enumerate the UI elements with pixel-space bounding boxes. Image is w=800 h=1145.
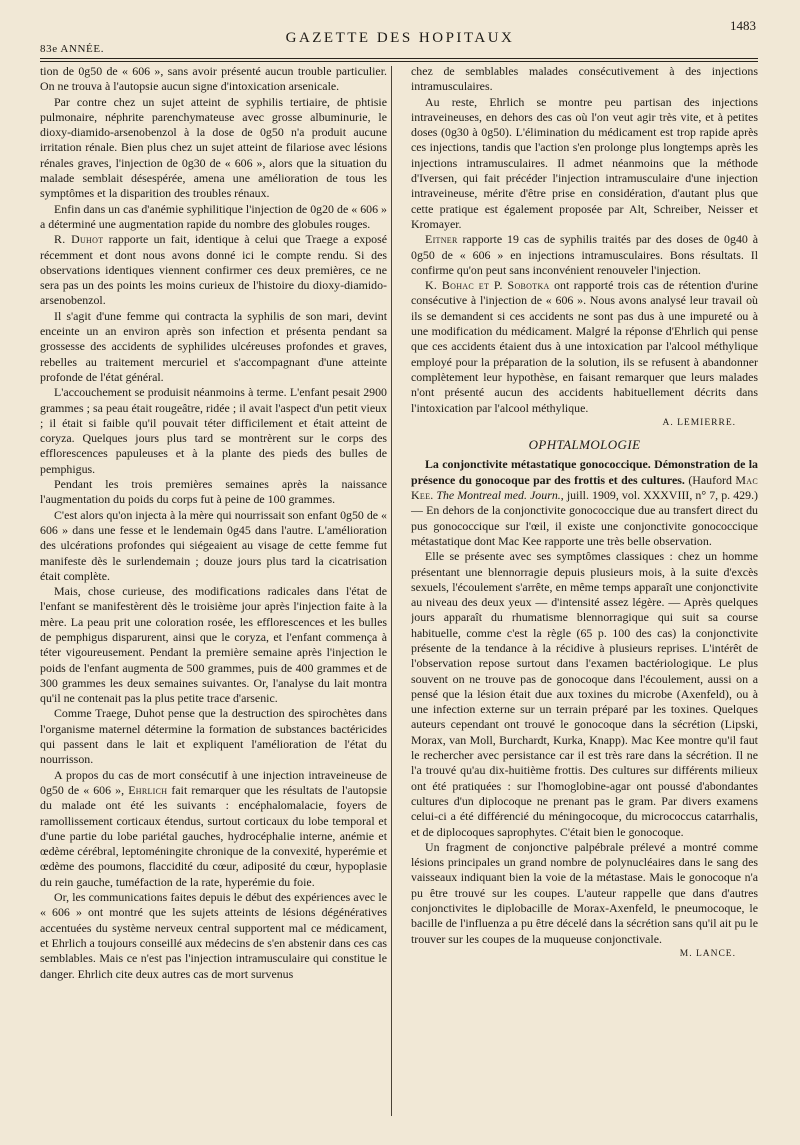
page-header xyxy=(0,0,800,62)
paragraph: tion de 0g50 de « 606 », sans avoir présenté aucun trouble particulier. On ne trouva à l'autopsie aucun signe d'intoxication arsenicale. xyxy=(40,64,387,94)
paragraph xyxy=(40,768,387,890)
author-name: K. Bohac et P. Sobotka xyxy=(425,278,550,293)
author-name: Eitner xyxy=(425,232,458,247)
signature: M. LANCE. xyxy=(679,948,736,959)
paragraph: Elle se présente avec ses symptômes classiques : chez un homme présentant une blennorragie depuis plusieurs mois, à la suite d'excès sexuels, l'écoulement s'arrête, en même temps apparaît une conjonctivite au niveau des deux yeux — d'intensité assez légère. — Après quelques jours apparaît du rhumatisme blennorragique qui suit sa course habituelle, comme c'est la règle (65 p. 100 des cas) la conjonctivite présente de la tendance à la récidive à plusieurs reprises. L'intérêt de l'observation repose surtout dans l'examen bactériologique. Le plus souvent on ne trouve pas de gonocoque dans l'écoulement, aussi on a pensé que la lésion était due aux toxines du microbe (Axenfeld), ou à une infection externe sur un terrain préparé par les toxines. Quelques auteurs cependant ont trouvé le gonocoque dans la sécrétion (Lipski, Morax, van Moll, Burchardt, Kurka, Knapp). Mac Kee montre qu'il faut le rechercher avec persistance car il est très rare dans la sécrétion. Il ne l'a trouvé qu'au dix-huitième frottis. Des cultures sur différents milieux ont été pratiquées : sur l'homoglobine-agar ont poussé d'abondantes cultures d'un diplocoque ne prenant pas le gram. Par divers examens celui-ci a été différencié du méningocoque, du micrococcus catarrhalis, et de diplocoques saprophytes. C'était bien le gonocoque. xyxy=(411,549,758,839)
header-rule-thin xyxy=(40,61,758,62)
paragraph-text: , juill. 1909, vol. XXXVIII, n° 7, p. 429.) — En dehors de la conjonctivite gonococcique due au transfert direct du pus gonococcique sur l'œil, il existe une conjonctivite gonococcique métastatique dont Mac Kee rapporte une très belle observation. xyxy=(411,488,758,548)
paragraph: Enfin dans un cas d'anémie syphilitique l'injection de 0g20 de « 606 » a déterminé une augmentation rapide du nombre des globules rouges. xyxy=(40,201,387,231)
paragraph-text: A propos du cas de mort consécutif à une injection intraveineuse de 0g50 de « 606 », xyxy=(40,767,387,797)
journal-title: GAZETTE DES HOPITAUX xyxy=(285,30,515,46)
author-name: Ehrlich xyxy=(128,782,168,797)
author-name: Mac Kee xyxy=(411,472,758,503)
left-column xyxy=(40,64,387,1124)
paragraph-text: rapporte un fait, identique à celui que Traege a exposé récemment et dont nous avons donné ici le compte rendu. Si des observations identiques viennent confirmer ces deux premières, ce ne sera pas un des points les moins curieux de l'histoire du dioxy-diamido-arsenobenzol. xyxy=(40,232,387,308)
year-label: 83e ANNÉE. xyxy=(40,43,105,55)
paragraph: Or, les communications faites depuis le début des expériences avec le « 606 » ont montré que les sujets atteints de lésions dégénératives accentuées du système nerveux central supportent mal ce médicament, et Ehrlich a toujours conseillé aux médecins de s'en abstenir dans ces cas semblables. Mais ce n'est pas l'injection intramusculaire qui constitue le danger. Ehrlich cite deux autres cas de mort survenus xyxy=(40,890,387,981)
paragraph-text: fait remarquer que les résultats de l'autopsie du malade ont été les suivants : encéphalomalacie, foyers de ramollissement corticaux étendus, surtout corticaux du lobe temporal et d'une partie du lobe pariétal gauches, hydrocéphalie interne, anémie et œdème cérébral, leptoméningite chronique de la convexité, hyperémie et œdème des poumons, flaccidité du cœur, adiposité du cœur, hypoplasie du rein gauche, tuméfaction de la rate, hyperémie du foie. xyxy=(40,782,387,889)
paragraph-text: ont rapporté trois cas de rétention d'urine consécutive à l'injection de « 606 ». Nous avons analysé leur travail où ils se demandent si ces accidents ne sont pas dus à une impureté ou à une modification du médicament. Malgré la réponse d'Ehrlich qui pense que ces accidents étaient dus à une intoxication par l'alcool méthylique employé pour la préparation de la solution, ils se refusent à abandonner complètement leur hypothèse, en faisant remarquer que leurs malades n'ont présenté aucun des accidents habituellement décrits dans l'intoxication par l'alcool méthylique. xyxy=(411,278,758,415)
reference-text: (Hauford xyxy=(684,472,736,487)
paragraph-text: rapporte 19 cas de syphilis traités par des doses de 0g40 à 0g50 de « 606 » en injections intramusculaires. Bons résultats. Il confirme qu'on peut sans inconvénient renouveler l'injection. xyxy=(411,232,758,277)
paragraph xyxy=(40,232,387,308)
paragraph: Par contre chez un sujet atteint de syphilis tertiaire, de phtisie pulmonaire, néphrite parenchymateuse avec grosse albuminurie, le dioxy-diamido-arsenobenzol à la dose de 0g50 n'a produit aucune irritation rénale. Bien plus chez un sujet atteint de filariose avec lésions rénales graves, l'injection de 0g30 de « 606 », alors que la situation du malade semblait désespérée, amena une amélioration de tous les symptômes et la disparition des troubles rénaux. xyxy=(40,94,387,201)
paragraph: Au reste, Ehrlich se montre peu partisan des injections intraveineuses, en dehors des cas où l'on veut agir très vite, et à petites doses (0g30 à 0g50). L'élimination du médicament est trop rapide après ces injections, tandis que l'action s'en prolonge plus longtemps après les injections intramusculaires. Il admet néanmoins que la méthode d'Iversen, qui fait précéder l'injection intramusculaire d'une injection intraveineuse, mérite d'être prise en considération, d'autant plus que cette pratique est également proposée par Alt, Schreiber, Neisser et Kromayer. xyxy=(411,94,758,231)
paragraph: Il s'agit d'une femme qui contracta la syphilis de son mari, devint enceinte un an environ après son infection et présenta pendant sa grossesse des accidents de syphilides ulcéreuses profondes et graves, rebelles au traitement mercuriel et s'accompagnant d'une atteinte profonde de l'état général. xyxy=(40,308,387,384)
column-divider xyxy=(391,66,392,1116)
page-number: 1483 xyxy=(730,18,756,33)
journal-name: The Montreal med. Journ. xyxy=(436,488,561,503)
paragraph: Comme Traege, Duhot pense que la destruction des spirochètes dans l'organisme maternel détermine la formation de substances bactéricides qui passent dans le lait et expliquent l'amélioration de l'état du nourrisson. xyxy=(40,706,387,767)
paragraph: chez de semblables malades consécutivement à des injections intramusculaires. xyxy=(411,64,758,94)
signature: A. LEMIERRE. xyxy=(662,417,736,428)
paragraph: Mais, chose curieuse, des modifications radicales dans l'état de l'enfant se manifestèrent dès le troisième jour après l'injection faite à la mère. La peau prit une coloration rosée, les efflorescences et les bulles de pemphigus disparurent, ainsi que le coryza, et l'enfant commença à téter vigoureusement. Pendant la première semaine après l'injection le poids de l'enfant augmenta de 500 grammes, puis de 400 grammes et de 300 grammes les deux semaines suivantes. Or, l'analyse du lait montra qu'il ne contenait pas la plus petite trace d'arsenic. xyxy=(40,584,387,706)
article-title: La conjonctivite métastatique gonococcique. Démonstration de la présence du gonocoque par des frottis et des cultures. xyxy=(411,457,758,487)
right-column xyxy=(411,64,758,1124)
paragraph: C'est alors qu'on injecta à la mère qui nourrissait son enfant 0g50 de « 606 » dans une fesse et le lendemain 0g45 dans l'autre. L'amélioration des ulcérations profondes qui siégeaient au visage de cette femme fut manifeste dès le surlendemain ; douze jours plus tard la cicatrisation était complète. xyxy=(40,507,387,583)
section-title: OPHTALMOLOGIE xyxy=(528,437,641,453)
paragraph: Pendant les trois premières semaines après la naissance l'augmentation du poids du corps fut à peine de 100 grammes. xyxy=(40,477,387,507)
paragraph: Un fragment de conjonctive palpébrale prélevé a montré comme lésions principales un grand nombre de polynucléaires dans le sang des vaisseaux indiquant bien la voie de la métastase. Mais le gonocoque n'a pu être trouvé sur les coupes. L'auteur rappelle que dans d'autres conjonctivites le diplobacille de Morax-Axenfeld, le pneumocoque, le bacille de l'influenza a pu être décelé dans la sécrétion sans qu'il ait pu le trouver sur les coupes de la muqueuse conjonctivale. xyxy=(411,839,758,946)
reference-text: . xyxy=(430,488,437,503)
author-name: R. Duhot xyxy=(54,232,104,247)
paragraph xyxy=(411,232,758,278)
header-rule xyxy=(40,58,758,59)
paragraph: L'accouchement se produisit néanmoins à terme. L'enfant pesait 2900 grammes ; sa peau était rougeâtre, ridée ; il avait l'aspect d'un petit vieux ; il était si faible qu'il pouvait téter difficilement et était atteint de coryza. Quelques jours plus tard se montrèrent sur le corps des efflorescences papuleuses et à la plante des pieds des bulles de pemphigus. xyxy=(40,385,387,476)
paragraph xyxy=(411,278,758,416)
paragraph xyxy=(411,457,758,549)
